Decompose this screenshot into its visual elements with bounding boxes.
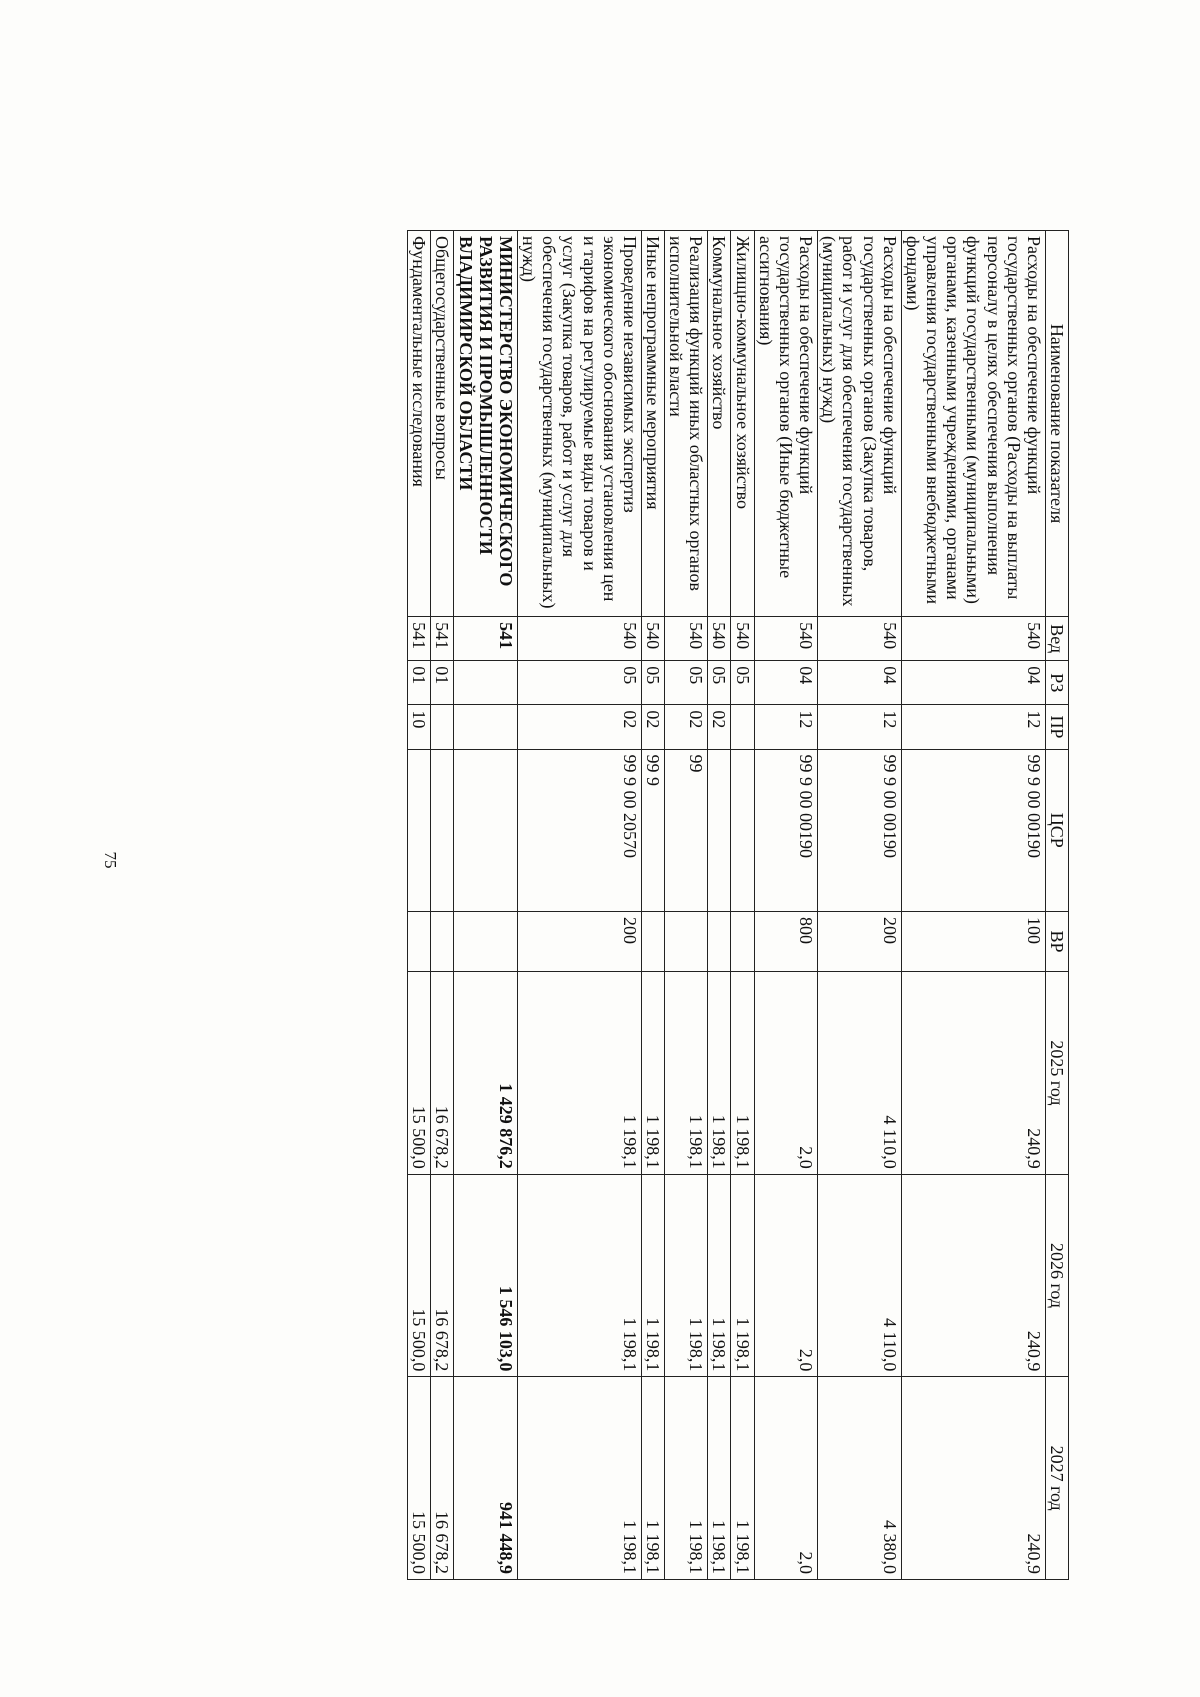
- cell-2027: 2,0: [754, 1377, 817, 1580]
- table-row: [731, 231, 754, 1580]
- cell-vr: 200: [818, 911, 902, 971]
- cell-2025: 240,9: [901, 972, 1045, 1175]
- cell-ved: 541: [454, 617, 517, 661]
- page-number: 75: [101, 851, 120, 869]
- cell-2026: 15 500,0: [408, 1174, 431, 1377]
- cell-ved: 540: [708, 617, 731, 661]
- cell-name: Иные непрограммные мероприятия: [641, 231, 664, 617]
- table-row-ministry: [454, 231, 517, 1580]
- table-row: [901, 231, 1045, 1580]
- cell-rz: 05: [731, 661, 754, 705]
- cell-2025: 1 198,1: [731, 972, 754, 1175]
- cell-2025: 15 500,0: [408, 972, 431, 1175]
- cell-2026: 1 198,1: [708, 1174, 731, 1377]
- cell-rz: 04: [901, 661, 1045, 705]
- cell-pr: 02: [641, 705, 664, 749]
- cell-ved: 541: [431, 617, 454, 661]
- cell-name: Расходы на обеспечение функций государственных органов (Расходы на выплаты персоналу в целях обеспечения выполнения функций государственными (муниципальными) органами, казенными учреждениями, органами управления государственными внебюджетными фондами): [901, 231, 1045, 617]
- cell-2027: 240,9: [901, 1377, 1045, 1580]
- header-name: Наименование показателя: [1045, 231, 1068, 617]
- cell-vr: [454, 911, 517, 971]
- cell-csr: 99 9 00 20570: [517, 749, 641, 911]
- header-vr: ВР: [1045, 911, 1068, 971]
- cell-ved: 540: [754, 617, 817, 661]
- cell-ved: 540: [665, 617, 708, 661]
- cell-ved: 540: [517, 617, 641, 661]
- cell-2026: 16 678,2: [431, 1174, 454, 1377]
- cell-ved: 540: [818, 617, 902, 661]
- table-row: [517, 231, 641, 1580]
- cell-2026: 1 198,1: [665, 1174, 708, 1377]
- cell-pr: 12: [901, 705, 1045, 749]
- cell-ved: 540: [901, 617, 1045, 661]
- table-row: [431, 231, 454, 1580]
- cell-pr: [431, 705, 454, 749]
- cell-2025: 1 429 876,2: [454, 972, 517, 1175]
- cell-vr: 800: [754, 911, 817, 971]
- table-row: [641, 231, 664, 1580]
- cell-rz: 05: [517, 661, 641, 705]
- cell-pr: 10: [408, 705, 431, 749]
- header-pr: ПР: [1045, 705, 1068, 749]
- cell-ved: 540: [731, 617, 754, 661]
- cell-name: Расходы на обеспечение функций государственных органов (Иные бюджетные ассигнования): [754, 231, 817, 617]
- cell-name: Реализация функций иных областных органов исполнительной власти: [665, 231, 708, 617]
- cell-name: Жилищно-коммунальное хозяйство: [731, 231, 754, 617]
- cell-name: Общегосударственные вопросы: [431, 231, 454, 617]
- cell-2026: 1 198,1: [641, 1174, 664, 1377]
- cell-2026: 240,9: [901, 1174, 1045, 1377]
- cell-ved: 540: [641, 617, 664, 661]
- cell-pr: 12: [818, 705, 902, 749]
- cell-csr: [708, 749, 731, 911]
- table-header-row: [1045, 231, 1068, 1580]
- header-csr: ЦСР: [1045, 749, 1068, 911]
- rotated-page-content: [119, 230, 1069, 1580]
- cell-csr: 99: [665, 749, 708, 911]
- cell-rz: [454, 661, 517, 705]
- cell-pr: [731, 705, 754, 749]
- cell-2027: 941 448,9: [454, 1377, 517, 1580]
- cell-2027: 1 198,1: [665, 1377, 708, 1580]
- cell-pr: 02: [517, 705, 641, 749]
- cell-csr: 99 9 00 00190: [754, 749, 817, 911]
- table-row: [818, 231, 902, 1580]
- header-ved: Вед: [1045, 617, 1068, 661]
- table-row: [665, 231, 708, 1580]
- table-row: [708, 231, 731, 1580]
- cell-vr: [708, 911, 731, 971]
- cell-2025: 1 198,1: [517, 972, 641, 1175]
- table-row: [408, 231, 431, 1580]
- cell-rz: 05: [641, 661, 664, 705]
- cell-csr: [431, 749, 454, 911]
- cell-pr: 02: [665, 705, 708, 749]
- cell-csr: 99 9: [641, 749, 664, 911]
- cell-csr: [408, 749, 431, 911]
- cell-rz: 05: [665, 661, 708, 705]
- cell-2026: 1 198,1: [517, 1174, 641, 1377]
- cell-2027: 4 380,0: [818, 1377, 902, 1580]
- cell-2025: 1 198,1: [665, 972, 708, 1175]
- header-2027: 2027 год: [1045, 1377, 1068, 1580]
- cell-csr: 99 9 00 00190: [901, 749, 1045, 911]
- header-rz: РЗ: [1045, 661, 1068, 705]
- cell-pr: [454, 705, 517, 749]
- cell-2026: 2,0: [754, 1174, 817, 1377]
- cell-name: Фундаментальные исследования: [408, 231, 431, 617]
- header-2026: 2026 год: [1045, 1174, 1068, 1377]
- cell-pr: 12: [754, 705, 817, 749]
- cell-vr: 100: [901, 911, 1045, 971]
- cell-2027: 1 198,1: [641, 1377, 664, 1580]
- cell-rz: 04: [754, 661, 817, 705]
- cell-name: Коммунальное хозяйство: [708, 231, 731, 617]
- cell-rz: 05: [708, 661, 731, 705]
- cell-vr: [665, 911, 708, 971]
- cell-2025: 16 678,2: [431, 972, 454, 1175]
- cell-name: Проведение независимых экспертиз экономического обоснования установления цен и тарифов на регулируемые виды товаров и услуг (Закупка товаров, работ и услуг для обеспечения государственных (муниципальных) нужд): [517, 231, 641, 617]
- budget-table: [407, 230, 1069, 1580]
- cell-2027: 15 500,0: [408, 1377, 431, 1580]
- cell-vr: [731, 911, 754, 971]
- cell-name: Расходы на обеспечение функций государственных органов (Закупка товаров, работ и услуг для обеспечения государственных (муниципальных) нужд): [818, 231, 902, 617]
- cell-csr: 99 9 00 00190: [818, 749, 902, 911]
- header-2025: 2025 год: [1045, 972, 1068, 1175]
- cell-2027: 1 198,1: [708, 1377, 731, 1580]
- cell-rz: 01: [408, 661, 431, 705]
- cell-rz: 04: [818, 661, 902, 705]
- cell-2025: 2,0: [754, 972, 817, 1175]
- cell-vr: [641, 911, 664, 971]
- cell-2027: 16 678,2: [431, 1377, 454, 1580]
- cell-2027: 1 198,1: [517, 1377, 641, 1580]
- cell-2026: 1 198,1: [731, 1174, 754, 1377]
- cell-2025: 4 110,0: [818, 972, 902, 1175]
- cell-ved: 541: [408, 617, 431, 661]
- cell-2026: 1 546 103,0: [454, 1174, 517, 1377]
- cell-rz: 01: [431, 661, 454, 705]
- cell-csr: [731, 749, 754, 911]
- cell-name: МИНИСТЕРСТВО ЭКОНОМИЧЕСКОГО РАЗВИТИЯ И ПРОМЫШЛЕННОСТИ ВЛАДИМИРСКОЙ ОБЛАСТИ: [454, 231, 517, 617]
- cell-vr: [431, 911, 454, 971]
- cell-2026: 4 110,0: [818, 1174, 902, 1377]
- cell-pr: 02: [708, 705, 731, 749]
- cell-csr: [454, 749, 517, 911]
- cell-2025: 1 198,1: [641, 972, 664, 1175]
- cell-2025: 1 198,1: [708, 972, 731, 1175]
- cell-vr: [408, 911, 431, 971]
- cell-vr: 200: [517, 911, 641, 971]
- table-row: [754, 231, 817, 1580]
- cell-2027: 1 198,1: [731, 1377, 754, 1580]
